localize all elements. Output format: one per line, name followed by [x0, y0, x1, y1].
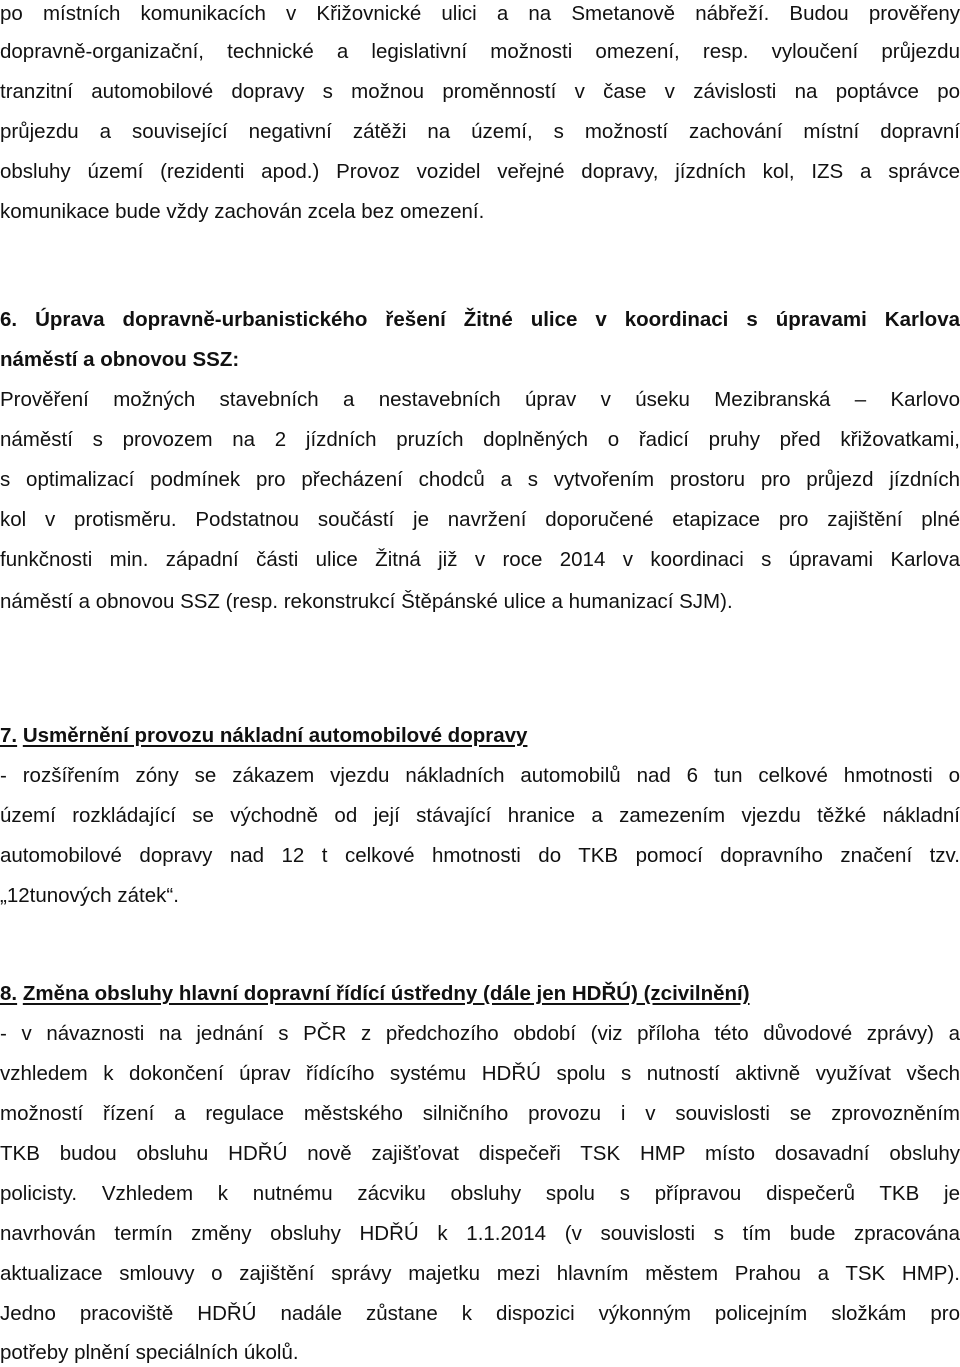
section-6-line-3: s optimalizací podmínek pro přecházení chodců a s vytvořením prostoru pro průjezd jízdních: [0, 468, 960, 491]
section-8-line-2: vzhledem k dokončení úprav řídícího systému HDŘÚ spolu s nutností aktivně využívat všech: [0, 1062, 960, 1085]
intro-line-6: komunikace bude vždy zachován zcela bez omezení.: [0, 200, 485, 223]
section-6-heading-line-2: náměstí a obnovou SSZ:: [0, 348, 240, 371]
section-8-heading: [0, 980, 960, 1008]
section-7-number: 7.: [0, 724, 18, 747]
section-8-line-9: potřeby plnění speciálních úkolů.: [0, 1341, 299, 1364]
section-6-line-5: funkčnosti min. západní části ulice Žitná již v roce 2014 v koordinaci s úpravami Karlova: [0, 548, 960, 571]
section-6-line-1: Prověření možných stavebních a nestavebních úprav v úseku Mezibranská – Karlovo: [0, 388, 960, 411]
section-8-line-7: aktualizace smlouvy o zajištění správy majetku mezi hlavním městem Prahou a TSK HMP).: [0, 1262, 960, 1285]
section-6-line-4: kol v protisměru. Podstatnou součástí je navržení doporučené etapizace pro zajištění plné: [0, 508, 960, 531]
section-8-line-3: možností řízení a regulace městského silničního provozu i v souvislosti se zprovozněním: [0, 1102, 960, 1125]
section-7-heading: [0, 722, 960, 750]
intro-line-5: obsluhy území (rezidenti apod.) Provoz vozidel veřejné dopravy, jízdních kol, IZS a správce: [0, 160, 960, 183]
section-8-line-6: navrhován termín změny obsluhy HDŘÚ k 1.1.2014 (v souvislosti s tím bude zpracována: [0, 1222, 960, 1245]
section-7-line-4-middle: [0, 856, 960, 884]
section-6-number: 6.: [0, 308, 18, 331]
section-8-line-1: - v návaznosti na jednání s PČR z předchozího období (viz příloha této důvodové zprávy) a: [0, 1022, 960, 1045]
section-6-line-6: náměstí a obnovou SSZ (resp. rekonstrukcí Štěpánské ulice a humanizací SJM).: [0, 590, 733, 613]
section-7-line-2: území rozkládající se východně od její stávající hranice a zamezením vjezdu těžké nákladní: [0, 804, 960, 827]
section-8-line-8: Jedno pracoviště HDŘÚ nadále zůstane k dispozici výkonným policejním složkám pro: [0, 1302, 960, 1325]
intro-line-1: po místních komunikacích v Křižovnické ulici a na Smetanově nábřeží. Budou prověřeny: [0, 2, 960, 25]
section-8-number: 8.: [0, 982, 18, 1005]
section-6-heading: [0, 306, 960, 334]
section-7-heading-text: Usměrnění provozu nákladní automobilové dopravy: [22, 724, 528, 747]
intro-line-3: tranzitní automobilové dopravy s možnou proměnností v čase v závislosti na poptávce po: [0, 80, 960, 103]
intro-line-2: dopravně-organizační, technické a legislativní možnosti omezení, resp. vyloučení průjezdu: [0, 40, 960, 63]
section-6-line-2: náměstí s provozem na 2 jízdních pruzích doplněných o řadicí pruhy před křižovatkami,: [0, 428, 960, 451]
section-7-line-3: automobilové dopravy nad 12 t celkové hmotnosti do TKB pomocí dopravního značení tzv.: [0, 844, 960, 867]
section-8-heading-text: Změna obsluhy hlavní dopravní řídící ústředny (dále jen HDŘÚ) (zcivilnění): [22, 982, 750, 1005]
section-8-line-4: TKB budou obsluhu HDŘÚ nově zajišťovat dispečeři TSK HMP místo dosavadní obsluhy: [0, 1142, 960, 1165]
section-6-heading-line-1: Úprava dopravně-urbanistického řešení Žitné ulice v koordinaci s úpravami Karlova: [35, 308, 960, 331]
section-8-line-5: policisty. Vzhledem k nutnému zácviku obsluhy spolu s přípravou dispečerů TKB je: [0, 1182, 960, 1205]
intro-line-4: průjezdu a související negativní zátěži na území, s možností zachování místní dopravní: [0, 120, 960, 143]
section-7-line-1: - rozšířením zóny se zákazem vjezdu nákladních automobilů nad 6 tun celkové hmotnosti o: [0, 764, 960, 787]
section-7-line-4: „12tunových zátek“.: [0, 884, 179, 907]
